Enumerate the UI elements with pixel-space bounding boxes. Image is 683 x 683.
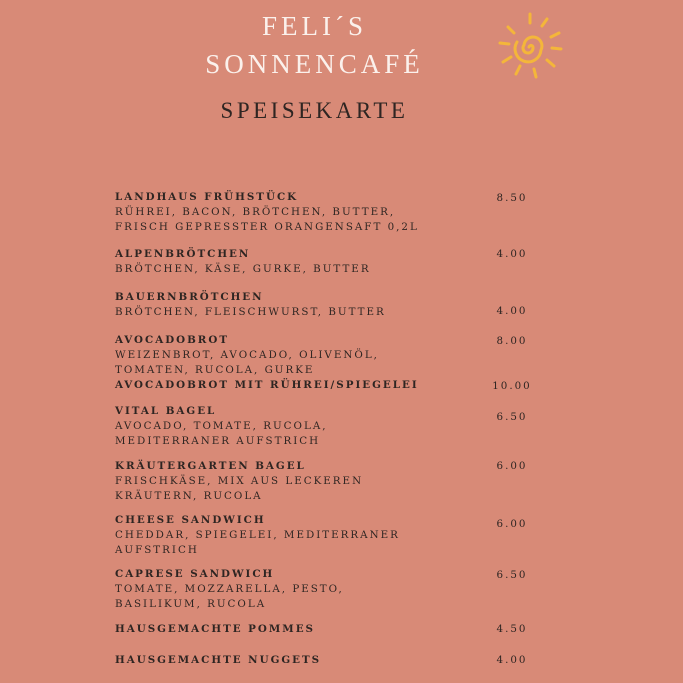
item-name: HAUSGEMACHTE POMMES	[115, 623, 315, 635]
item-price: 4.00	[496, 305, 528, 317]
item-name: AVOCADOBROT	[115, 334, 229, 346]
item-description: AUFSTRICH	[115, 544, 199, 556]
item-name: CHEESE SANDWICH	[115, 514, 266, 526]
menu-item	[115, 290, 386, 319]
menu-heading: SPEISEKARTE	[220, 98, 409, 123]
menu-item	[115, 622, 315, 636]
menu-item	[115, 190, 419, 234]
menu-item	[115, 567, 344, 611]
item-description: TOMATEN, RUCOLA, GURKE	[115, 364, 315, 376]
item-price: 6.00	[496, 518, 528, 530]
item-name-variant: AVOCADOBROT MIT RÜHREI/SPIEGELEI	[115, 379, 419, 391]
item-price-variant: 10.00	[492, 380, 532, 392]
item-name: VITAL BAGEL	[115, 405, 217, 417]
menu-item	[115, 247, 371, 276]
item-price: 6.50	[496, 569, 528, 581]
item-description: BRÖTCHEN, KÄSE, GURKE, BUTTER	[115, 263, 371, 275]
item-price: 8.00	[496, 335, 528, 347]
item-price: 4.00	[496, 654, 528, 666]
menu-item	[115, 459, 363, 503]
item-name: ALPENBRÖTCHEN	[115, 248, 251, 260]
item-description: KRÄUTERN, RUCOLA	[115, 490, 263, 502]
item-price: 6.50	[496, 411, 528, 423]
item-name: CAPRESE SANDWICH	[115, 568, 275, 580]
item-description: TOMATE, MOZZARELLA, PESTO,	[115, 583, 344, 595]
item-description: FRISCHKÄSE, MIX AUS LECKEREN	[115, 475, 364, 487]
item-description: BRÖTCHEN, FLEISCHWURST, BUTTER	[115, 306, 386, 318]
menu-item	[115, 513, 400, 557]
item-description: WEIZENBROT, AVOCADO, OLIVENÖL,	[115, 349, 379, 361]
menu-item	[115, 653, 321, 667]
item-name: LANDHAUS FRÜHSTÜCK	[115, 191, 299, 203]
item-name: HAUSGEMACHTE NUGGETS	[115, 654, 322, 666]
item-price: 4.00	[496, 248, 528, 260]
item-description: BASILIKUM, RUCOLA	[115, 598, 267, 610]
item-name: KRÄUTERGARTEN BAGEL	[115, 460, 306, 472]
item-price: 8.50	[496, 192, 528, 204]
menu-item	[115, 333, 419, 392]
item-price: 6.00	[496, 460, 528, 472]
item-description: RÜHREI, BACON, BRÖTCHEN, BUTTER,	[115, 206, 396, 218]
item-description: CHEDDAR, SPIEGELEI, MEDITERRANER	[115, 529, 400, 541]
cafe-name-line1: FELI´S	[262, 11, 367, 41]
item-price: 4.50	[496, 623, 528, 635]
item-description: AVOCADO, TOMATE, RUCOLA,	[115, 420, 328, 432]
menu-item	[115, 404, 328, 448]
item-description: FRISCH GEPRESSTER ORANGENSAFT 0,2L	[115, 221, 419, 233]
item-description: MEDITERRANER AUFSTRICH	[115, 435, 321, 447]
sun-icon	[493, 9, 567, 83]
item-name: BAUERNBRÖTCHEN	[115, 291, 264, 303]
cafe-name-line2: SONNENCAFÉ	[205, 49, 424, 79]
